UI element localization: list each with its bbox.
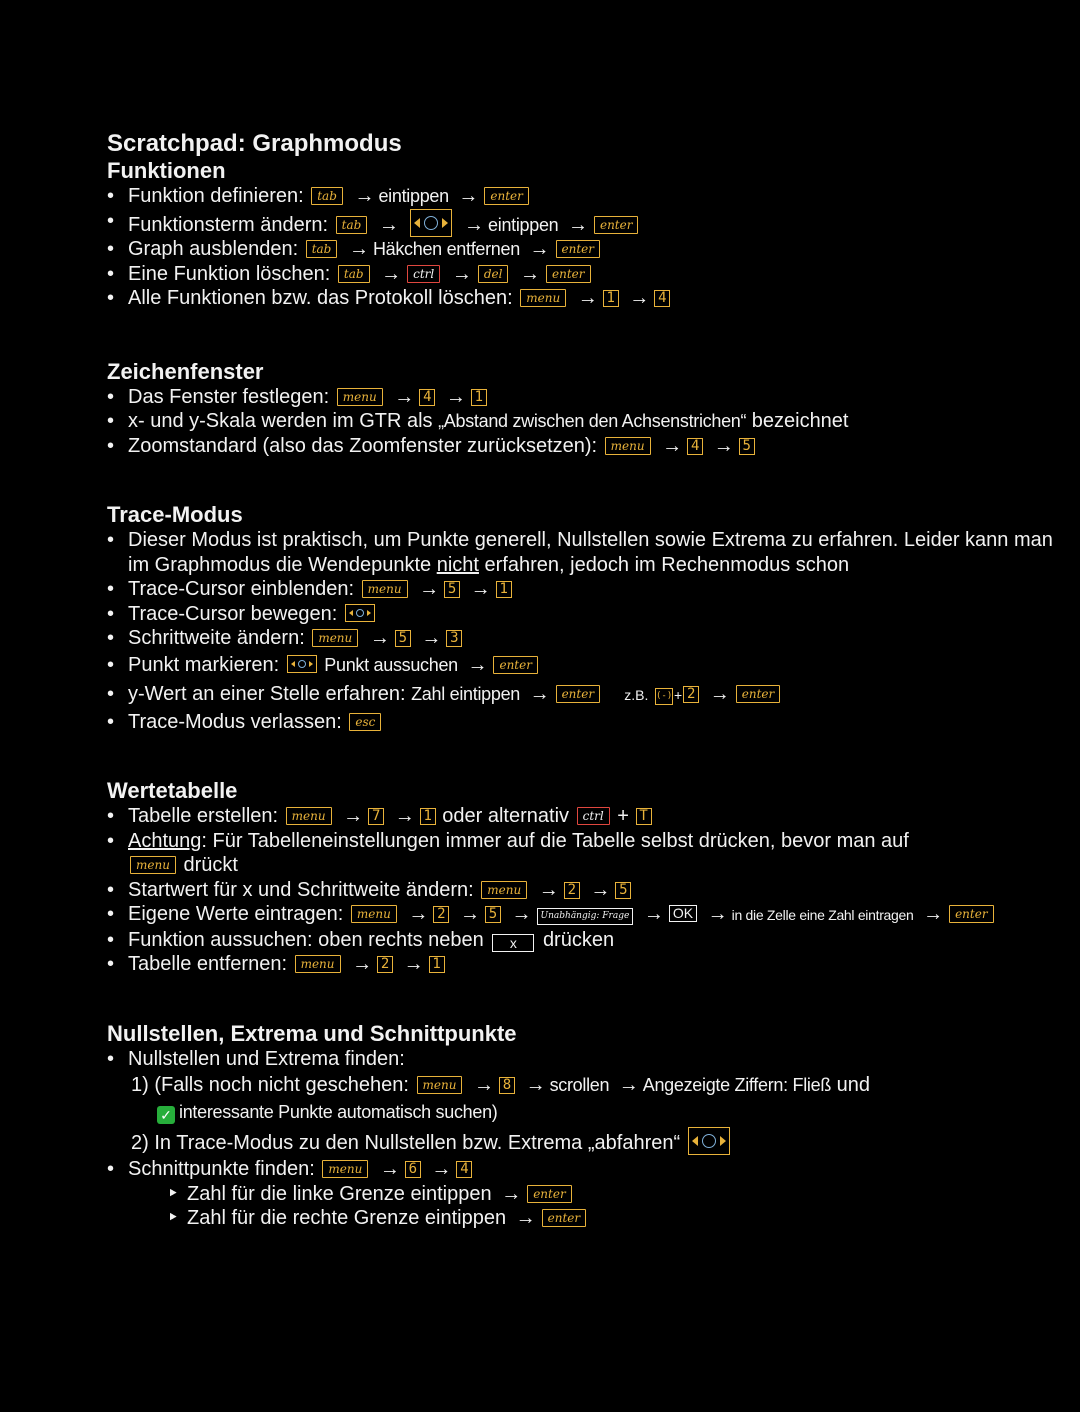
close-box-icon: x	[492, 934, 534, 952]
text: eintippen	[378, 186, 449, 206]
sub-bullet	[107, 1182, 1057, 1207]
menu-key: menu	[312, 629, 358, 647]
text: →	[403, 953, 424, 975]
text: 5	[395, 630, 411, 647]
heading-zeichenfenster: Zeichenfenster	[107, 358, 264, 384]
navpad-icon	[345, 604, 375, 622]
text: interessante Punkte automatisch suchen)	[179, 1102, 498, 1122]
menu-key: menu	[362, 580, 408, 598]
text: 5	[485, 906, 501, 923]
list-item	[107, 1157, 1057, 1182]
text: →	[662, 434, 683, 457]
text: →	[369, 627, 390, 649]
list-item	[107, 651, 1057, 680]
text: 1) (Falls noch nicht geschehen:	[131, 1074, 409, 1096]
heading-wertetabelle: Wertetabelle	[107, 778, 238, 803]
text: →	[529, 682, 550, 705]
text: x- und y-Skala werden im GTR als	[128, 410, 433, 432]
menu-key: menu	[520, 289, 566, 307]
text: Zoomstandard (also das Zoomfenster zurücksetzen):	[128, 434, 598, 457]
list-item	[107, 952, 1057, 977]
list-item	[107, 602, 1057, 627]
text: →	[464, 213, 485, 236]
enter-key: enter	[556, 240, 601, 258]
list-item	[107, 626, 1057, 651]
sub-step-2	[107, 1127, 1057, 1157]
enter-key: enter	[556, 685, 601, 703]
text: 1	[420, 808, 436, 825]
text: →	[525, 1074, 546, 1096]
enter-key: enter	[493, 656, 538, 674]
menu-key: menu	[605, 437, 651, 455]
text: Angezeigte Ziffern: Fließ	[642, 1075, 832, 1095]
list-item	[107, 804, 1057, 829]
text: 4	[687, 438, 703, 455]
text: bezeichnet	[751, 410, 849, 432]
text: →	[408, 903, 429, 925]
sub-bullet	[107, 1206, 1057, 1231]
menu-key: menu	[417, 1076, 463, 1094]
page-title: Scratchpad: Graphmodus	[107, 130, 402, 157]
list-item	[107, 902, 1057, 928]
text: 4	[456, 1161, 472, 1178]
text: 1	[429, 956, 445, 973]
text: Tabelle erstellen:	[128, 805, 279, 827]
text: →	[459, 903, 480, 925]
text: →	[343, 805, 364, 827]
text: Funktion definieren:	[128, 185, 304, 207]
enter-key: enter	[949, 905, 994, 923]
menu-key: menu	[130, 856, 176, 874]
menu-key: menu	[351, 905, 397, 923]
text: Funktionsterm ändern:	[128, 213, 329, 236]
text: →	[378, 213, 399, 236]
text: Zahl für die rechte Grenze eintippen	[187, 1207, 507, 1229]
text: Trace-Cursor bewegen:	[128, 602, 338, 625]
menu-key: menu	[286, 807, 332, 825]
tab-key: tab	[336, 216, 368, 234]
text: →	[567, 213, 588, 236]
list-item	[107, 385, 1057, 410]
text: 2	[377, 956, 393, 973]
text: →	[470, 578, 491, 600]
list-item	[107, 680, 1057, 710]
text: →	[381, 262, 402, 285]
text: →	[501, 1182, 522, 1205]
text: 3	[446, 630, 462, 647]
section-wertetabelle	[107, 778, 1057, 977]
text: Eigene Werte eintragen:	[128, 903, 344, 925]
enter-key: enter	[594, 216, 639, 234]
text: 1	[603, 290, 619, 307]
section-trace	[107, 502, 1057, 734]
text: Schnittpunkte finden:	[128, 1158, 315, 1180]
text: z.B.	[624, 686, 649, 703]
list-item	[107, 710, 1057, 735]
text: 4	[419, 389, 435, 406]
text: oder alternativ	[442, 805, 570, 827]
list-item	[107, 878, 1057, 903]
text: drückt	[183, 854, 238, 876]
text: scrollen	[549, 1075, 610, 1095]
text: →	[394, 805, 415, 827]
text: →	[618, 1074, 639, 1096]
menu-key: menu	[322, 1160, 368, 1178]
list-item	[107, 434, 1057, 459]
text: →	[511, 903, 532, 925]
text: nicht	[436, 553, 479, 576]
text: Alle Funktionen bzw. das Protokoll löschen:	[128, 287, 513, 309]
text: und	[836, 1074, 870, 1096]
text: drücken	[542, 928, 615, 951]
text: 5	[444, 581, 460, 598]
sub-step-1b	[107, 1099, 1057, 1127]
section-zeichenfenster	[107, 359, 1057, 459]
text: Unabhängig: Frage	[537, 908, 634, 925]
text: 7	[368, 808, 384, 825]
esc-key: esc	[349, 713, 381, 731]
enter-key: enter	[527, 1185, 572, 1203]
navpad-icon	[287, 655, 317, 673]
text: →	[451, 262, 472, 285]
text: Achtung	[128, 829, 202, 852]
section-funktionen	[107, 130, 1057, 311]
list-item	[107, 209, 1057, 238]
text: 1	[496, 581, 512, 598]
enter-key: enter	[546, 265, 591, 283]
heading-trace: Trace-Modus	[107, 502, 243, 527]
section-nullstellen	[107, 1021, 1057, 1231]
list-item	[107, 286, 1057, 311]
menu-key: menu	[481, 881, 527, 899]
text: in die Zelle eine Zahl eintragen	[731, 907, 914, 923]
list-item	[107, 262, 1057, 287]
text: →	[713, 434, 734, 457]
text: Zahl eintippen	[411, 683, 520, 704]
text: Punkt markieren:	[128, 653, 280, 676]
text: 8	[499, 1077, 515, 1094]
text: „Abstand zwischen den Achsenstrichen“	[438, 411, 747, 431]
text: erfahren, jedoch im Rechenmodus schon	[484, 553, 850, 576]
heading-nullstellen: Nullstellen, Extrema und Schnittpunkte	[107, 1020, 517, 1046]
text: Graph ausblenden:	[128, 238, 299, 260]
text: y-Wert an einer Stelle erfahren:	[128, 682, 406, 705]
tab-key: tab	[311, 187, 343, 205]
text: Punkt aussuchen	[324, 654, 458, 675]
enter-key: enter	[542, 1209, 587, 1227]
list-item	[107, 409, 1057, 434]
text: 5	[739, 438, 755, 455]
text: →	[529, 238, 550, 260]
text: →	[458, 185, 479, 207]
ctrl-key: ctrl	[407, 265, 440, 283]
text: Zahl für die linke Grenze eintippen	[187, 1182, 492, 1205]
text: Startwert für x und Schrittweite ändern:	[128, 878, 474, 901]
text: +	[673, 686, 683, 703]
text: →	[707, 903, 728, 925]
text: T	[636, 808, 652, 825]
text: 4	[654, 290, 670, 307]
text: →	[474, 1074, 494, 1096]
enter-key: enter	[484, 187, 529, 205]
text: →	[923, 903, 944, 925]
text: →	[515, 1207, 536, 1229]
tab-key: tab	[338, 265, 370, 283]
list-item	[107, 928, 1057, 953]
text: →	[352, 953, 373, 975]
list-item	[107, 577, 1057, 602]
text: Eine Funktion löschen:	[128, 262, 331, 285]
list-item	[107, 1047, 1057, 1072]
text: →	[394, 385, 415, 408]
text: →	[520, 262, 541, 285]
enter-key: enter	[736, 685, 781, 703]
text: →	[354, 185, 375, 207]
tab-key: tab	[306, 240, 338, 258]
text: +	[617, 805, 629, 827]
text: →	[538, 878, 559, 901]
text: : Für Tabelleneinstellungen immer auf die Tabelle selbst drücken, bevor man auf	[201, 829, 909, 852]
text: Dieser Modus ist praktisch, um Punkte generell, Nullstellen sowie Extrema zu erfahren. Leider kann man im Graphmodus die Wendepunkte	[128, 529, 1053, 576]
text: Trace-Cursor einblenden:	[128, 578, 355, 600]
text: →	[590, 878, 611, 901]
text: →	[577, 287, 598, 309]
sub-step-1	[107, 1071, 1057, 1099]
list-item	[107, 829, 1057, 878]
text: 5	[615, 882, 631, 899]
text: →	[419, 578, 440, 600]
text: Tabelle entfernen:	[128, 953, 288, 975]
text: →	[629, 287, 650, 309]
text: Häkchen entfernen	[372, 239, 520, 259]
text: →	[431, 1158, 452, 1180]
text: 2	[433, 906, 449, 923]
menu-key: menu	[295, 955, 341, 973]
checkmark-icon: ✓	[157, 1106, 175, 1124]
text: →	[709, 682, 730, 705]
text: OK	[669, 905, 697, 922]
text: Funktion aussuchen: oben rechts neben	[128, 928, 484, 951]
text: 1	[471, 389, 487, 406]
del-key: del	[478, 265, 509, 283]
text: Schrittweite ändern:	[128, 627, 305, 649]
text: →	[421, 627, 442, 649]
menu-key: menu	[337, 388, 383, 406]
navpad-icon	[688, 1127, 730, 1155]
text: →	[348, 238, 369, 260]
text: Nullstellen und Extrema finden:	[128, 1047, 405, 1070]
text: (-)	[655, 688, 673, 705]
list-item	[107, 528, 1057, 577]
text: eintippen	[488, 214, 559, 235]
text: Das Fenster festlegen:	[128, 385, 330, 408]
text: →	[467, 653, 488, 676]
text: →	[379, 1158, 400, 1180]
text: 2	[683, 686, 699, 703]
text: Trace-Modus verlassen:	[128, 710, 342, 733]
text: 2) In Trace-Modus zu den Nullstellen bzw. Extrema „abfahren“	[131, 1132, 681, 1154]
ctrl-key: ctrl	[577, 807, 610, 825]
list-item	[107, 184, 1057, 209]
heading-funktionen: Funktionen	[107, 158, 226, 183]
list-item	[107, 237, 1057, 262]
document-page	[107, 130, 1057, 1275]
text: →	[643, 903, 664, 925]
navpad-icon	[410, 209, 452, 237]
text: 2	[564, 882, 580, 899]
text: →	[445, 385, 466, 408]
text: 6	[405, 1161, 421, 1178]
